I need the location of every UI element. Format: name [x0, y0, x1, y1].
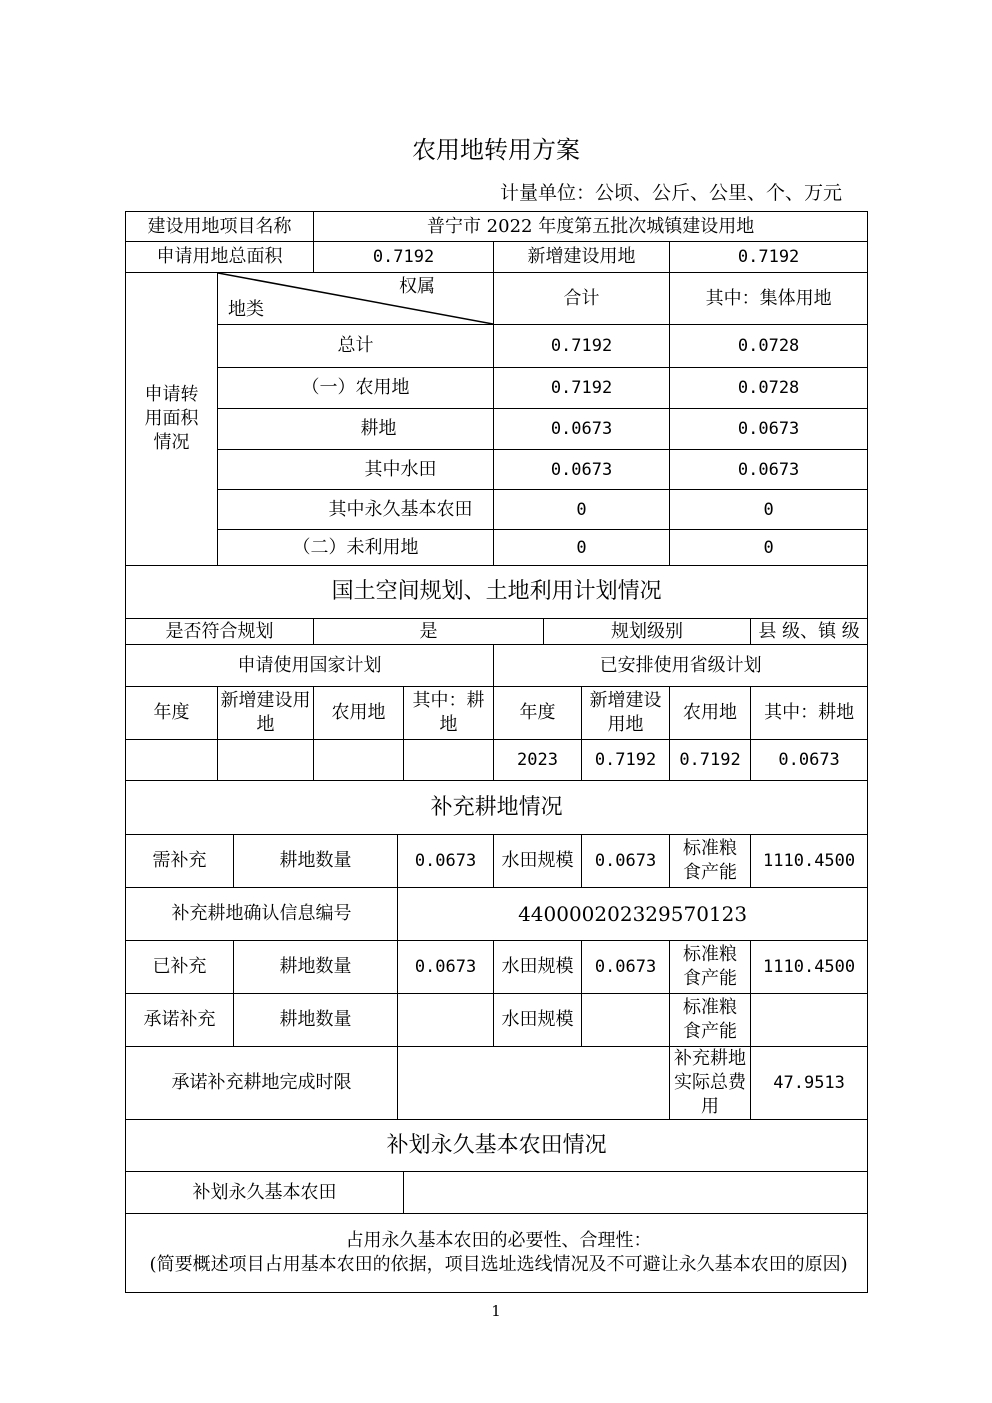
level-label: 规划级别 — [544, 619, 751, 645]
paddy-label: 水田规模 — [494, 835, 582, 888]
national-plan-header: 申请使用国家计划 — [126, 645, 494, 687]
page-number: 1 — [491, 1302, 501, 1320]
need-label: 需补充 — [126, 835, 234, 888]
paddy-label: 水田规模 — [494, 941, 582, 994]
grain-label: 标准粮食产能 — [670, 835, 751, 888]
confirm-number: 440000202329570123 — [398, 888, 868, 941]
done-qty: 0.0673 — [398, 941, 494, 994]
row-label-permanent: 其中永久基本农田 — [218, 490, 494, 530]
done-paddy: 0.0673 — [582, 941, 670, 994]
permanent-heading: 补划永久基本农田情况 — [126, 1120, 868, 1172]
ownership-header: 权属 — [399, 276, 436, 297]
need-grain: 1110.4500 — [751, 835, 868, 888]
row-label-cultivated: 耕地 — [218, 409, 494, 450]
diagonal-header-cell — [218, 273, 494, 325]
row-total-value: 0.0673 — [494, 409, 670, 450]
new-construction-label: 新增建设用地 — [494, 242, 670, 273]
row-collective-value: 0.0673 — [670, 450, 868, 490]
plan-value: 0.0673 — [751, 740, 868, 781]
unit-note: 计量单位：公顷、公斤、公里、个、万元 — [499, 182, 842, 204]
deadline-value — [398, 1047, 670, 1120]
promise-grain — [751, 994, 868, 1047]
permanent-value — [404, 1172, 868, 1214]
row-total-value: 0.7192 — [494, 325, 670, 368]
row-collective-value: 0.0728 — [670, 325, 868, 368]
cost-value: 47.9513 — [751, 1047, 868, 1120]
plan-col-cultivated: 其中：耕地 — [751, 687, 868, 740]
row-total-value: 0 — [494, 490, 670, 530]
project-name-value: 普宁市 2022 年度第五批次城镇建设用地 — [314, 212, 868, 242]
plan-value — [404, 740, 494, 781]
col-total-header: 合计 — [494, 273, 670, 325]
planning-heading: 国土空间规划、土地利用计划情况 — [126, 566, 868, 619]
done-grain: 1110.4500 — [751, 941, 868, 994]
deadline-label: 承诺补充耕地完成时限 — [126, 1047, 398, 1120]
plan-col-farmland: 农用地 — [314, 687, 404, 740]
plan-col-cultivated: 其中：耕地 — [404, 687, 494, 740]
col-collective-header: 其中：集体用地 — [670, 273, 868, 325]
plan-col-new-construction: 新增建设用地 — [218, 687, 314, 740]
row-collective-value: 0.0673 — [670, 409, 868, 450]
plan-value — [314, 740, 404, 781]
row-collective-value: 0.0728 — [670, 368, 868, 409]
plan-value: 0.7192 — [582, 740, 670, 781]
conversion-form-table — [125, 211, 868, 1293]
row-collective-value: 0 — [670, 530, 868, 566]
done-label: 已补充 — [126, 941, 234, 994]
row-total-value: 0 — [494, 530, 670, 566]
row-total-value: 0.7192 — [494, 368, 670, 409]
document-title: 农用地转用方案 — [412, 136, 580, 164]
level-value: 县 级、镇 级 — [751, 619, 868, 645]
permanent-label: 补划永久基本农田 — [126, 1172, 404, 1214]
grain-label: 标准粮食产能 — [670, 994, 751, 1047]
qty-label: 耕地数量 — [234, 835, 398, 888]
necessity-title: 占用永久基本农田的必要性、合理性： — [345, 1230, 652, 1251]
conform-value: 是 — [314, 619, 544, 645]
necessity-note: (简要概述项目占用基本农田的依据，项目选址选线情况及不可避让永久基本农田的原因) — [149, 1254, 848, 1275]
qty-label: 耕地数量 — [234, 994, 398, 1047]
project-name-label: 建设用地项目名称 — [126, 212, 314, 242]
plan-value: 0.7192 — [670, 740, 751, 781]
promise-label: 承诺补充 — [126, 994, 234, 1047]
qty-label: 耕地数量 — [234, 941, 398, 994]
plan-value — [218, 740, 314, 781]
conform-label: 是否符合规划 — [126, 619, 314, 645]
plan-value: 2023 — [494, 740, 582, 781]
supplement-heading: 补充耕地情况 — [126, 781, 868, 835]
conversion-label: 申请转用面积情况 — [126, 273, 218, 566]
necessity-cell — [126, 1214, 868, 1293]
row-label-unused: （二）未利用地 — [218, 530, 494, 566]
row-label-total: 总计 — [218, 325, 494, 368]
row-label-paddy: 其中水田 — [218, 450, 494, 490]
row-total-value: 0.0673 — [494, 450, 670, 490]
landtype-header: 地类 — [228, 299, 264, 320]
plan-col-year: 年度 — [126, 687, 218, 740]
plan-col-farmland: 农用地 — [670, 687, 751, 740]
plan-col-new-construction: 新增建设用地 — [582, 687, 670, 740]
plan-col-year: 年度 — [494, 687, 582, 740]
need-paddy: 0.0673 — [582, 835, 670, 888]
total-area-label: 申请用地总面积 — [126, 242, 314, 273]
row-collective-value: 0 — [670, 490, 868, 530]
row-label-farmland: （一）农用地 — [218, 368, 494, 409]
plan-value — [126, 740, 218, 781]
cost-label: 补充耕地实际总费用 — [670, 1047, 751, 1120]
paddy-label: 水田规模 — [494, 994, 582, 1047]
promise-qty — [398, 994, 494, 1047]
new-construction-value: 0.7192 — [670, 242, 868, 273]
promise-paddy — [582, 994, 670, 1047]
grain-label: 标准粮食产能 — [670, 941, 751, 994]
provincial-plan-header: 已安排使用省级计划 — [494, 645, 868, 687]
total-area-value: 0.7192 — [314, 242, 494, 273]
confirm-label: 补充耕地确认信息编号 — [126, 888, 398, 941]
need-qty: 0.0673 — [398, 835, 494, 888]
